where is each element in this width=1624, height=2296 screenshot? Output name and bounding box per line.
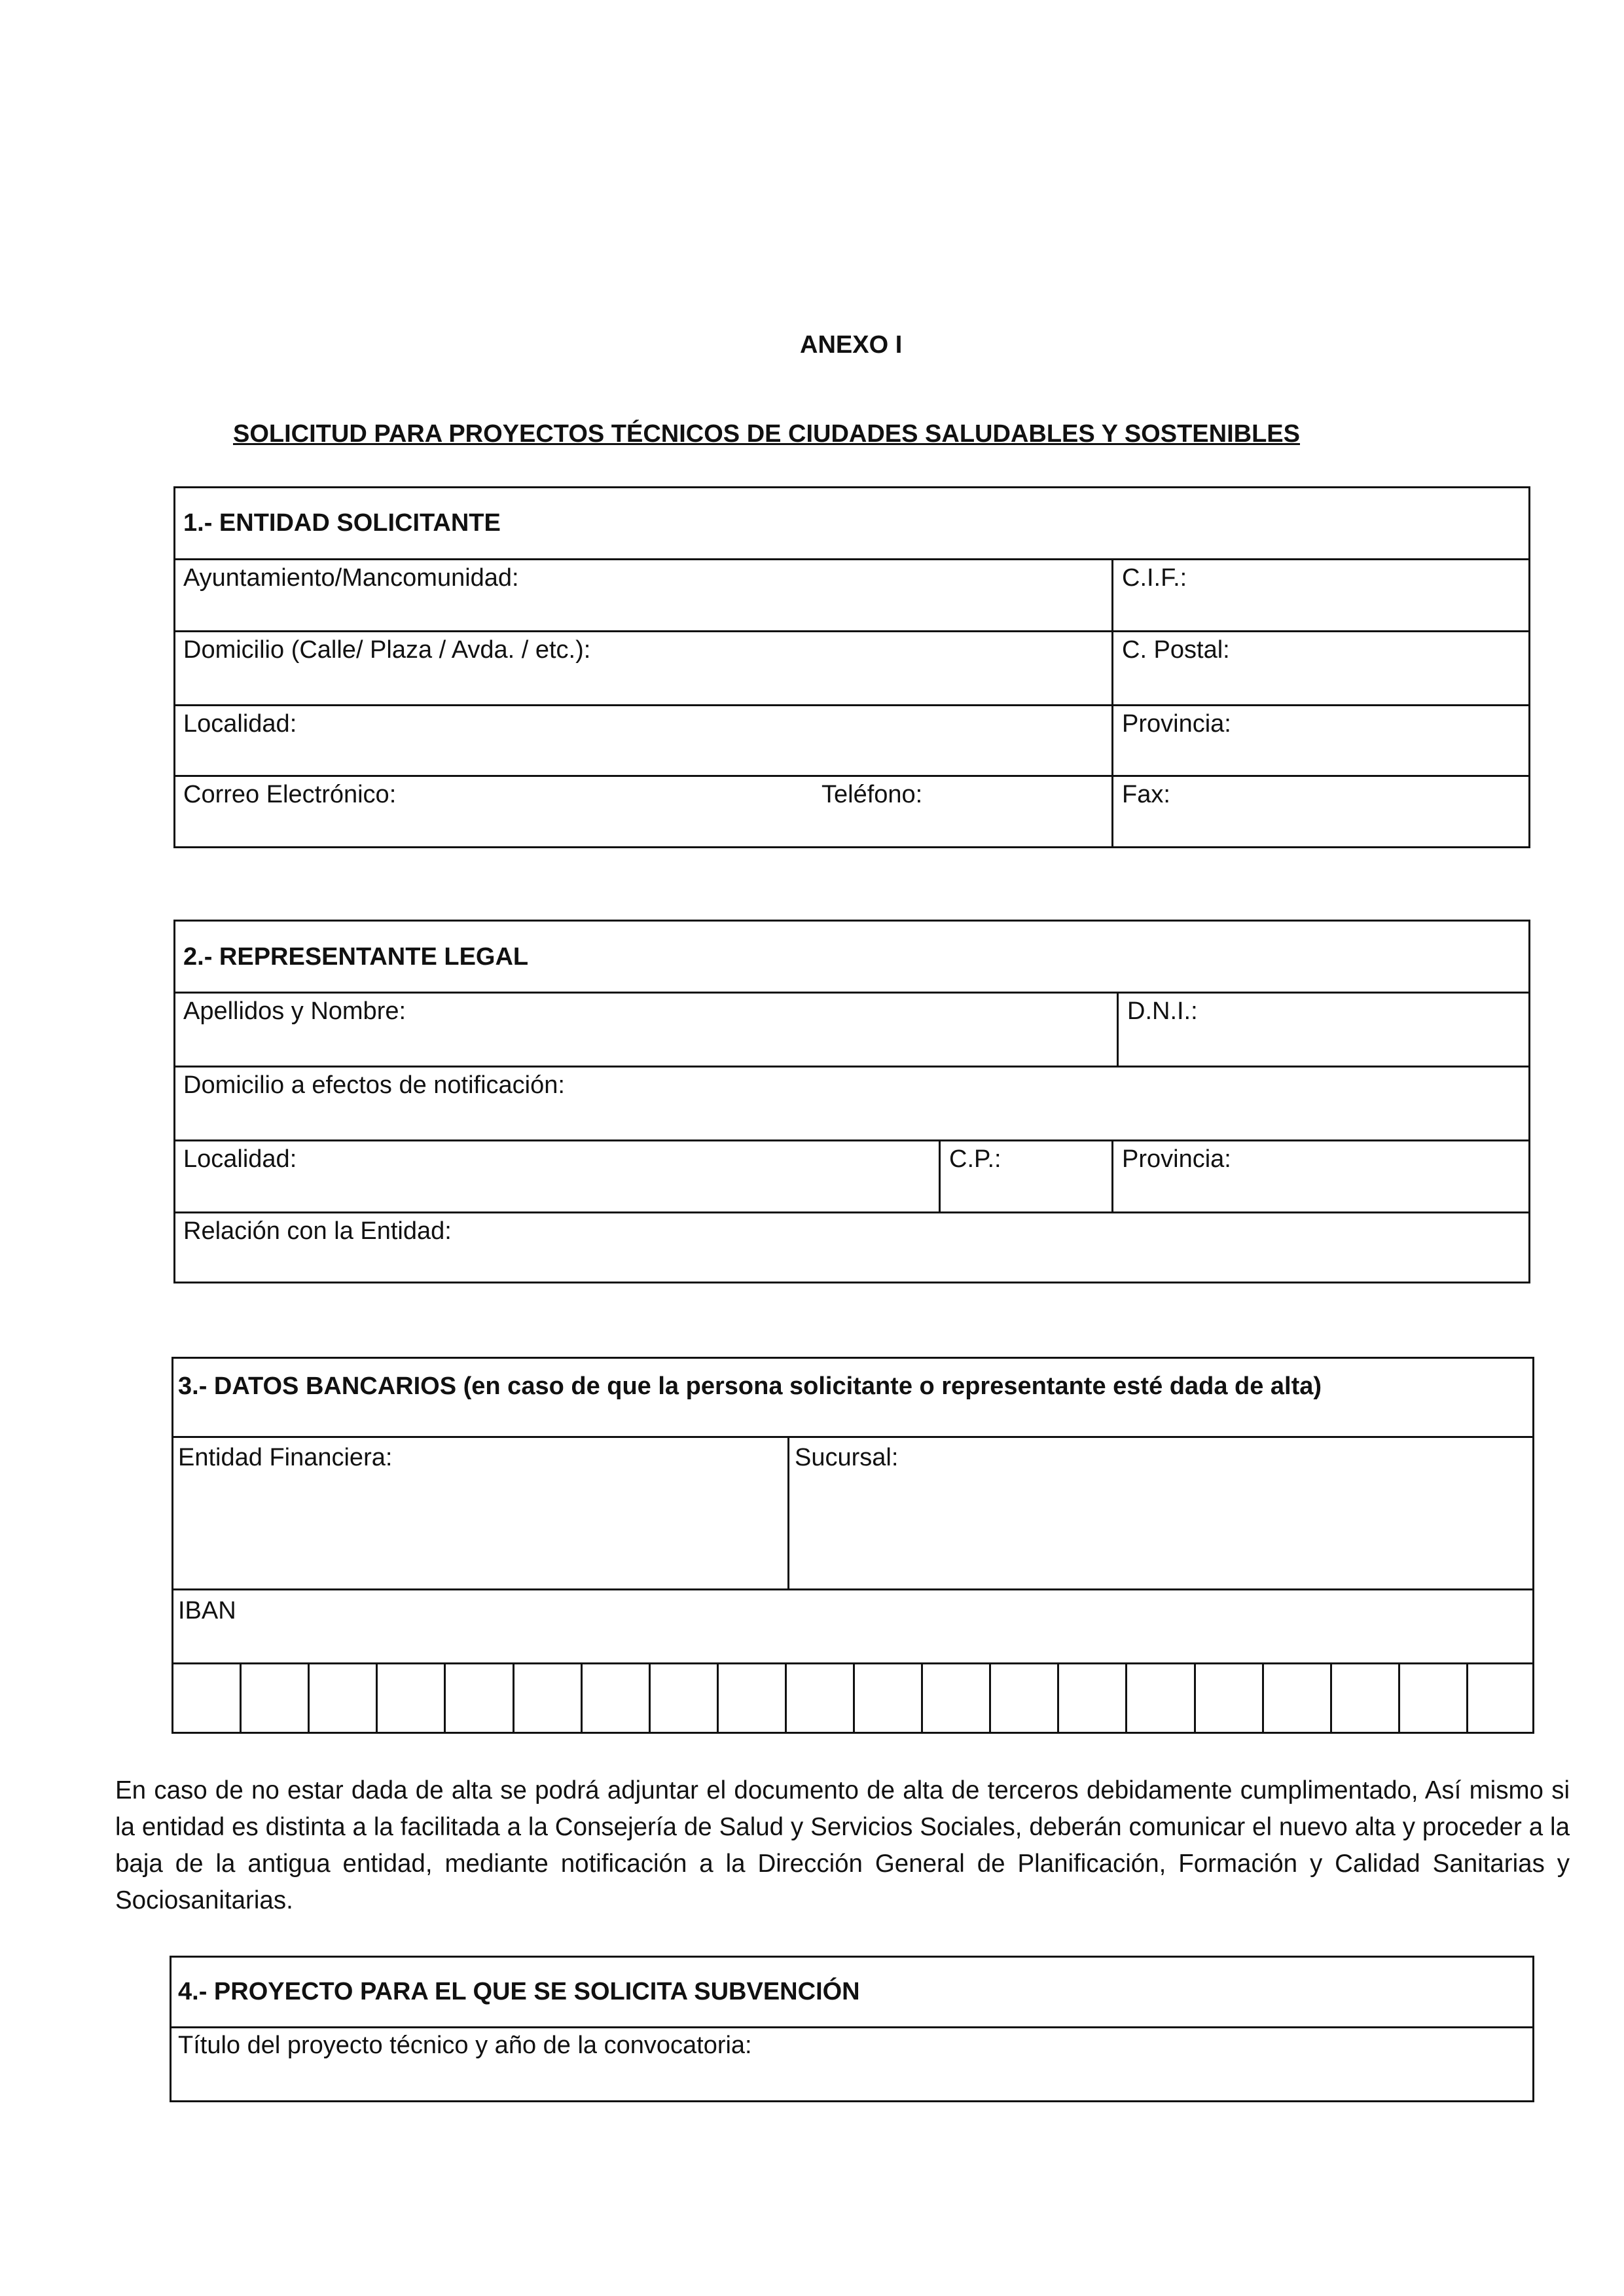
iban-label: IBAN (178, 1597, 236, 1624)
iban-digit-cell[interactable] (444, 1662, 512, 1734)
iban-digit-cell[interactable] (1398, 1662, 1466, 1734)
iban-digit-cell[interactable] (240, 1662, 308, 1734)
titulo-proyecto-field[interactable]: Título del proyecto técnico y año de la convocatoria: (178, 2032, 752, 2059)
apellidos-nombre-field[interactable]: Apellidos y Nombre: (183, 997, 406, 1025)
representante-localidad-field[interactable]: Localidad: (183, 1145, 297, 1173)
iban-digit-cell[interactable] (376, 1662, 444, 1734)
iban-digit-cell[interactable] (989, 1662, 1057, 1734)
iban-digit-cell[interactable] (649, 1662, 717, 1734)
ayuntamiento-field[interactable]: Ayuntamiento/Mancomunidad: (183, 564, 519, 592)
annex-title: ANEXO I (800, 331, 903, 359)
section-2-title: 2.- REPRESENTANTE LEGAL (183, 943, 529, 971)
relacion-entidad-field[interactable]: Relación con la Entidad: (183, 1217, 452, 1245)
domicilio-notificacion-field[interactable]: Domicilio a efectos de notificación: (183, 1071, 565, 1099)
provincia-field[interactable]: Provincia: (1122, 710, 1231, 738)
sucursal-field[interactable]: Sucursal: (795, 1444, 899, 1471)
section-1-title: 1.- ENTIDAD SOLICITANTE (183, 509, 501, 537)
iban-digit-cell[interactable] (1125, 1662, 1193, 1734)
fax-field[interactable]: Fax: (1122, 781, 1170, 808)
cif-field[interactable]: C.I.F.: (1122, 564, 1187, 592)
correo-field[interactable]: Correo Electrónico: (183, 781, 397, 808)
localidad-field[interactable]: Localidad: (183, 710, 297, 738)
iban-digit-cell[interactable] (171, 1662, 240, 1734)
iban-digit-cell[interactable] (785, 1662, 853, 1734)
codigo-postal-field[interactable]: C. Postal: (1122, 636, 1230, 664)
iban-digit-cell[interactable] (581, 1662, 649, 1734)
iban-digit-cell[interactable] (921, 1662, 989, 1734)
iban-digit-cell[interactable] (1262, 1662, 1330, 1734)
iban-digit-cell[interactable] (1194, 1662, 1262, 1734)
iban-digit-cell[interactable] (1057, 1662, 1125, 1734)
representante-provincia-field[interactable]: Provincia: (1122, 1145, 1231, 1173)
section-4-title: 4.- PROYECTO PARA EL QUE SE SOLICITA SUBVENCIÓN (178, 1978, 860, 2005)
section-3-title: 3.- DATOS BANCARIOS (en caso de que la persona solicitante o representante esté dada de alta) (178, 1372, 1322, 1400)
representante-cp-field[interactable]: C.P.: (949, 1145, 1001, 1173)
form-title: SOLICITUD PARA PROYECTOS TÉCNICOS DE CIUDADES SALUDABLES Y SOSTENIBLES (233, 420, 1300, 448)
iban-digit-cell[interactable] (1466, 1662, 1534, 1734)
iban-digit-cell[interactable] (308, 1662, 376, 1734)
iban-digit-cell[interactable] (717, 1662, 785, 1734)
iban-digit-cell[interactable] (513, 1662, 581, 1734)
entidad-financiera-field[interactable]: Entidad Financiera: (178, 1444, 393, 1471)
telefono-field[interactable]: Teléfono: (821, 781, 923, 808)
iban-digit-cell[interactable] (1330, 1662, 1398, 1734)
domicilio-field[interactable]: Domicilio (Calle/ Plaza / Avda. / etc.): (183, 636, 591, 664)
iban-digit-cell[interactable] (853, 1662, 921, 1734)
dni-field[interactable]: D.N.I.: (1127, 997, 1198, 1025)
iban-cells (171, 1662, 1534, 1734)
alta-terceros-note: En caso de no estar dada de alta se podrá adjuntar el documento de alta de terceros debidamente cumplimentado, Así mismo si la entidad es distinta a la facilitada a la Consejería de Salud y Servicios Sociales, deberán comunicar el nuevo alta y proceder a la baja de la antigua entidad, mediante notificación a la Dirección General de Planificación, Formación y Calidad Sanitarias y Sociosanitarias. (115, 1776, 1570, 1914)
